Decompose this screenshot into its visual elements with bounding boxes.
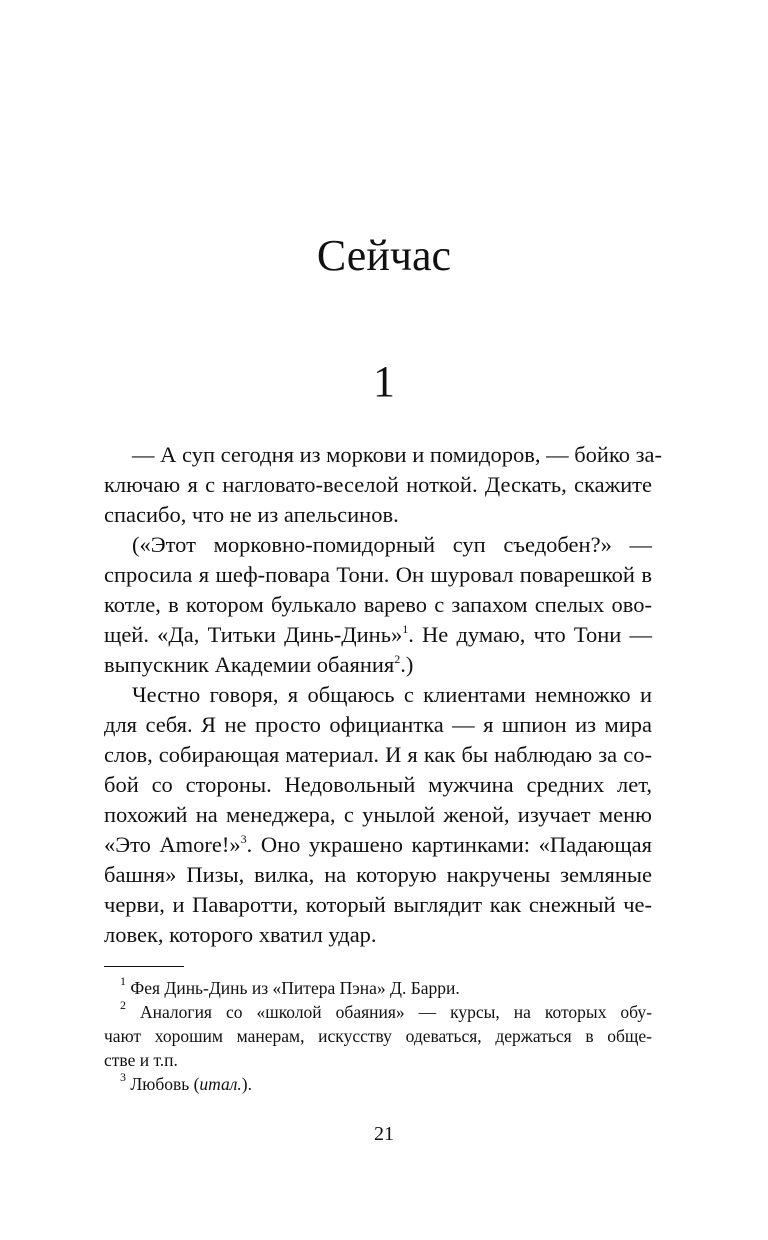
body-line: котле, в котором булькало варево с запахом спелых ово- (104, 592, 652, 617)
body-line: слов, собирающая материал. И я как бы наблюдаю за со- (104, 742, 652, 767)
footnote-2-continued: чают хорошим манерам, искусству одеваться, держаться в обще- (104, 1026, 652, 1046)
body-line: спросила я шеф-повара Тони. Он шуровал поварешкой в (104, 562, 652, 587)
body-line (104, 830, 652, 860)
body-line-text: . Не думаю, что Тони — (408, 622, 652, 647)
body-line: похожий на менеджера, с унылой женой, изучает меню (104, 802, 652, 827)
chapter-number: 1 (373, 357, 395, 406)
footnote-text: ). (241, 1074, 252, 1094)
body-line: башня» Пизы, вилка, на которую накручены земляные (104, 862, 652, 887)
footnote-3 (120, 1072, 652, 1096)
body-line: — А суп сегодня из моркови и помидоров, — бойко за- (132, 442, 662, 467)
body-line-text: .) (400, 652, 414, 677)
body-line: для себя. Я не просто официантка — я шпион из мира (104, 712, 652, 737)
body-line (104, 650, 652, 680)
part-title: Сейчас (316, 231, 452, 280)
footnote-divider (104, 966, 184, 967)
footnote-number: 3 (120, 1070, 126, 1084)
body-line: черви, и Паваротти, который выглядит как снежный че- (104, 892, 652, 917)
footnote-number: 1 (120, 974, 126, 988)
body-line-text: щей. «Да, Титьки Динь-Динь» (104, 622, 403, 647)
body-line: («Этот морковно-помидорный суп съедобен?» — (132, 532, 652, 557)
page-number: 21 (374, 1123, 394, 1145)
footnote-number: 2 (120, 998, 126, 1012)
footnote-2-continued: стве и т.п. (104, 1050, 178, 1070)
body-line: спасибо, что не из апельсинов. (104, 502, 399, 527)
footnote-marker: 2 (394, 652, 401, 666)
body-line: ключаю я с нагловато-веселой ноткой. Дескать, скажите (104, 472, 652, 497)
body-line: ловек, которого хватил удар. (104, 922, 377, 947)
body-line-text: выпускник Академии обаяния (104, 652, 395, 677)
body-line (104, 620, 652, 650)
footnote-text: Любовь ( (130, 1074, 200, 1094)
body-line: Честно говоря, я общаюсь с клиентами немножко и (132, 682, 652, 707)
body-line: бой со стороны. Недовольный мужчина средних лет, (104, 772, 652, 797)
body-line-text: . Оно украшено картинками: «Падающая (246, 832, 652, 857)
footnote-marker: 3 (240, 832, 247, 846)
footnote-marker: 1 (402, 622, 409, 636)
body-line-text: «Это Amore!» (104, 832, 241, 857)
footnote-italic: итал. (199, 1074, 242, 1094)
footnote-1 (120, 976, 652, 1000)
footnote-text: Аналогия со «школой обаяния» — курсы, на которых обу- (139, 1002, 652, 1022)
footnote-text: Фея Динь-Динь из «Питера Пэна» Д. Барри. (130, 978, 460, 998)
footnote-2 (120, 1000, 652, 1024)
